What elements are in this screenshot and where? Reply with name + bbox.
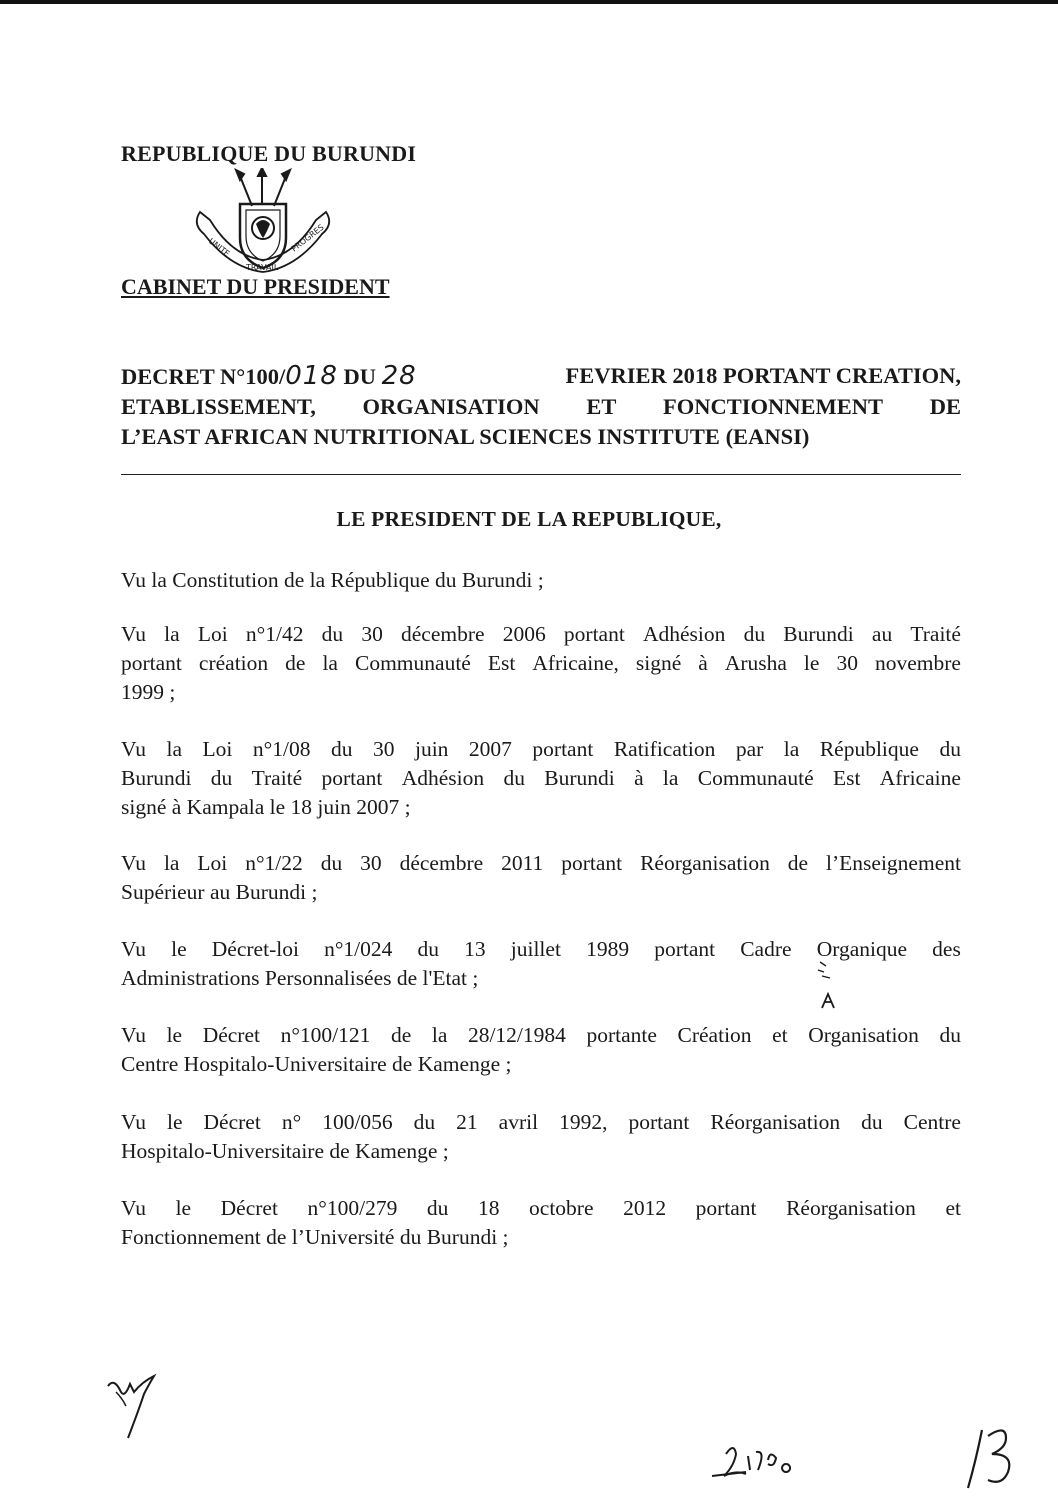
- visa-word: du: [939, 1023, 961, 1047]
- visa-word: la: [163, 851, 180, 875]
- visa-word: par: [735, 737, 764, 761]
- visa-paragraph: [121, 849, 961, 907]
- visa-word: 28/12/1984: [467, 1023, 566, 1047]
- visa-word: Réorganisation: [710, 1110, 841, 1134]
- visa-word: Ratification: [613, 737, 716, 761]
- visa-word: de: [285, 651, 306, 675]
- visa-word: n°1/024: [324, 937, 393, 961]
- visa-word: 21: [456, 1110, 478, 1134]
- visa-word: portant: [532, 737, 594, 761]
- visa-word: et: [945, 1196, 961, 1220]
- president-heading: LE PRESIDENT DE LA REPUBLIQUE,: [336, 507, 722, 531]
- visa-word: décembre: [401, 622, 485, 646]
- visa-line: Supérieur au Burundi ;: [121, 880, 318, 904]
- visa-word: le: [803, 651, 820, 675]
- visa-word: n°100/121: [280, 1023, 371, 1047]
- visa-word: n°1/22: [245, 851, 303, 875]
- visa-word: Vu: [121, 851, 146, 875]
- title-word: DE: [929, 394, 961, 419]
- visa-word: Burundi: [544, 766, 615, 790]
- visa-line: Administrations Personnalisées de l'Etat ;: [121, 966, 479, 990]
- visa-word: signé: [635, 651, 682, 675]
- visa-word: Arusha: [724, 651, 787, 675]
- visa-word: 2011: [501, 851, 544, 875]
- coat-of-arms-emblem: [190, 168, 335, 278]
- visa-word: Vu: [121, 622, 146, 646]
- visa-word: 30: [360, 851, 382, 875]
- visa-word: création: [198, 651, 269, 675]
- visa-word: Organique: [816, 937, 908, 961]
- visa-word: 30: [361, 622, 383, 646]
- decree-title-line-1: [121, 361, 961, 392]
- visa-line: Centre Hospitalo-Universitaire de Kamenge ;: [121, 1052, 512, 1076]
- visa-line: [121, 1021, 961, 1050]
- visa-word: au: [871, 622, 893, 646]
- visa-word: Traité: [251, 766, 303, 790]
- title-word: FONCTIONNEMENT: [663, 394, 884, 419]
- visa-word: à: [698, 651, 708, 675]
- handwritten-marginal-marks: [812, 956, 842, 1012]
- visa-word: 18: [477, 1196, 500, 1220]
- visa-word: n°100/279: [307, 1196, 398, 1220]
- visa-word: Décret: [202, 1023, 260, 1047]
- visa-word: le: [167, 1110, 183, 1134]
- visa-word: Création: [677, 1023, 752, 1047]
- visa-word: Est: [832, 766, 861, 790]
- visa-line: [121, 1194, 961, 1223]
- visa-word: et: [772, 1023, 788, 1047]
- decree-title-line-2: [121, 392, 961, 422]
- visa-word: du: [321, 622, 344, 646]
- visa-word: Vu: [121, 1023, 146, 1047]
- visa-word: la: [166, 737, 183, 761]
- visa-word: du: [320, 851, 343, 875]
- visa-word: juin: [414, 737, 449, 761]
- visa-word: Africaine: [879, 766, 961, 790]
- decree-title: [121, 361, 961, 452]
- visa-word: 13: [464, 937, 486, 961]
- decree-date-subject: FEVRIER 2018 PORTANT CREATION,: [565, 363, 961, 388]
- visa-word: Décret-loi: [211, 937, 299, 961]
- svg-text:UNITE: UNITE: [206, 236, 232, 259]
- title-word: ETABLISSEMENT,: [121, 394, 316, 419]
- svg-text:TRAVAIL: TRAVAIL: [246, 263, 279, 272]
- visa-word: 2012: [623, 1196, 667, 1220]
- visa-word: Vu: [121, 737, 146, 761]
- title-divider: [121, 474, 961, 475]
- visa-word: décembre: [399, 851, 484, 875]
- visa-word: Vu: [121, 1110, 146, 1134]
- visa-word: Loi: [197, 622, 228, 646]
- visa-word: Communauté: [354, 651, 471, 675]
- visa-word: n°1/42: [245, 622, 304, 646]
- handwritten-initials-signature: [104, 1372, 164, 1442]
- visa-paragraph: [121, 1108, 961, 1166]
- cabinet-heading: CABINET DU PRESIDENT: [121, 274, 390, 299]
- decree-title-line-3: L’EAST AFRICAN NUTRITIONAL SCIENCES INSTITUTE (EANSI): [121, 424, 810, 449]
- visa-word: de: [390, 1023, 412, 1047]
- visa-word: Africaine,: [532, 651, 619, 675]
- visa-word: Communauté: [697, 766, 814, 790]
- title-word: ET: [586, 394, 617, 419]
- visa-word: Vu: [121, 937, 146, 961]
- svg-text:PROGRES: PROGRES: [289, 222, 326, 254]
- visa-word: l’Enseignement: [826, 851, 961, 875]
- decree-du: DU: [343, 364, 377, 389]
- visa-word: la: [164, 622, 180, 646]
- handwritten-paraph-signature: [706, 1436, 796, 1486]
- visa-word: 1989: [586, 937, 630, 961]
- visa-word: des: [932, 937, 961, 961]
- visa-word: le: [175, 1196, 192, 1220]
- visa-word: Décret: [220, 1196, 278, 1220]
- visa-word: Adhésion: [642, 622, 726, 646]
- visa-word: Organisation: [808, 1023, 919, 1047]
- visa-word: la: [662, 766, 679, 790]
- title-word: ORGANISATION: [362, 394, 540, 419]
- visa-word: portant: [563, 622, 625, 646]
- visa-word: 1992,: [559, 1110, 608, 1134]
- visa-line: [121, 764, 961, 793]
- visa-word: le: [166, 1023, 183, 1047]
- visa-line: [121, 1108, 961, 1137]
- visa-line: [121, 735, 961, 764]
- visa-word: Décret: [203, 1110, 261, 1134]
- visa-word: octobre: [529, 1196, 594, 1220]
- visa-word: le: [171, 937, 187, 961]
- visa-word: avril: [498, 1110, 539, 1134]
- visa-word: du: [939, 737, 961, 761]
- visa-word: du: [861, 1110, 883, 1134]
- visa-line: signé à Kampala le 18 juin 2007 ;: [121, 795, 411, 819]
- visa-word: la: [783, 737, 800, 761]
- decree-day-handwritten: 28: [381, 361, 417, 391]
- visa-word: Réorganisation: [640, 851, 770, 875]
- visa-word: Loi: [202, 737, 233, 761]
- visa-word: du: [210, 766, 233, 790]
- visa-word: juillet: [510, 937, 561, 961]
- visa-line: Hospitalo-Universitaire de Kamenge ;: [121, 1139, 449, 1163]
- visa-paragraph: [121, 1021, 961, 1079]
- visa-word: du: [330, 737, 353, 761]
- visa-word: la: [322, 651, 338, 675]
- visa-word: la: [431, 1023, 448, 1047]
- visa-word: Traité: [910, 622, 961, 646]
- visa-word: du: [743, 622, 766, 646]
- visa-word: 2007: [468, 737, 512, 761]
- visa-word: du: [413, 1110, 436, 1134]
- visa-line: [121, 649, 961, 678]
- visa-word: portant: [321, 766, 383, 790]
- visa-word: n°: [281, 1110, 302, 1134]
- visa-paragraph: [121, 1194, 961, 1252]
- visa-word: Burundi: [783, 622, 854, 646]
- visa-word: République: [819, 737, 919, 761]
- visa-word: Cadre: [740, 937, 792, 961]
- visa-word: Réorganisation: [786, 1196, 916, 1220]
- decree-number-handwritten: 018: [285, 361, 338, 391]
- visa-word: 30: [836, 651, 858, 675]
- visa-paragraph: [121, 735, 961, 822]
- visa-word: Est: [487, 651, 516, 675]
- visa-word: portant: [121, 651, 182, 675]
- visa-line: 1999 ;: [121, 680, 176, 704]
- visa-word: portant: [628, 1110, 690, 1134]
- visa-word: Burundi: [121, 766, 192, 790]
- visa-word: du: [417, 937, 440, 961]
- visa-line: Fonctionnement de l’Université du Burundi ;: [121, 1225, 509, 1249]
- visa-word: Centre: [903, 1110, 961, 1134]
- visa-word: portant: [561, 851, 623, 875]
- visa-word: Loi: [197, 851, 228, 875]
- visa-word: à: [634, 766, 644, 790]
- visa-word: du: [503, 766, 525, 790]
- decree-number-prefix: DECRET N°100/: [121, 364, 286, 389]
- visa-word: du: [426, 1196, 449, 1220]
- visa-line: [121, 849, 961, 878]
- visa-word: 2006: [502, 622, 546, 646]
- visa-word: novembre: [874, 651, 961, 675]
- visa-paragraph: [121, 620, 961, 707]
- visa-word: 100/056: [322, 1110, 393, 1134]
- visa-word: n°1/08: [252, 737, 311, 761]
- visa-word: Vu: [121, 1196, 146, 1220]
- visa-word: portante: [586, 1023, 657, 1047]
- visa-word: portant: [654, 937, 716, 961]
- visa-paragraph: [121, 566, 961, 595]
- country-heading: REPUBLIQUE DU BURUNDI: [121, 141, 417, 166]
- scan-top-edge: [0, 0, 1058, 4]
- handwritten-page-mark: [962, 1424, 1022, 1494]
- visa-line: [121, 620, 961, 649]
- visa-word: portant: [695, 1196, 757, 1220]
- visa-word: Adhésion: [401, 766, 485, 790]
- visa-line: Vu la Constitution de la République du Burundi ;: [121, 568, 544, 592]
- visa-word: 30: [372, 737, 395, 761]
- visa-word: de: [787, 851, 809, 875]
